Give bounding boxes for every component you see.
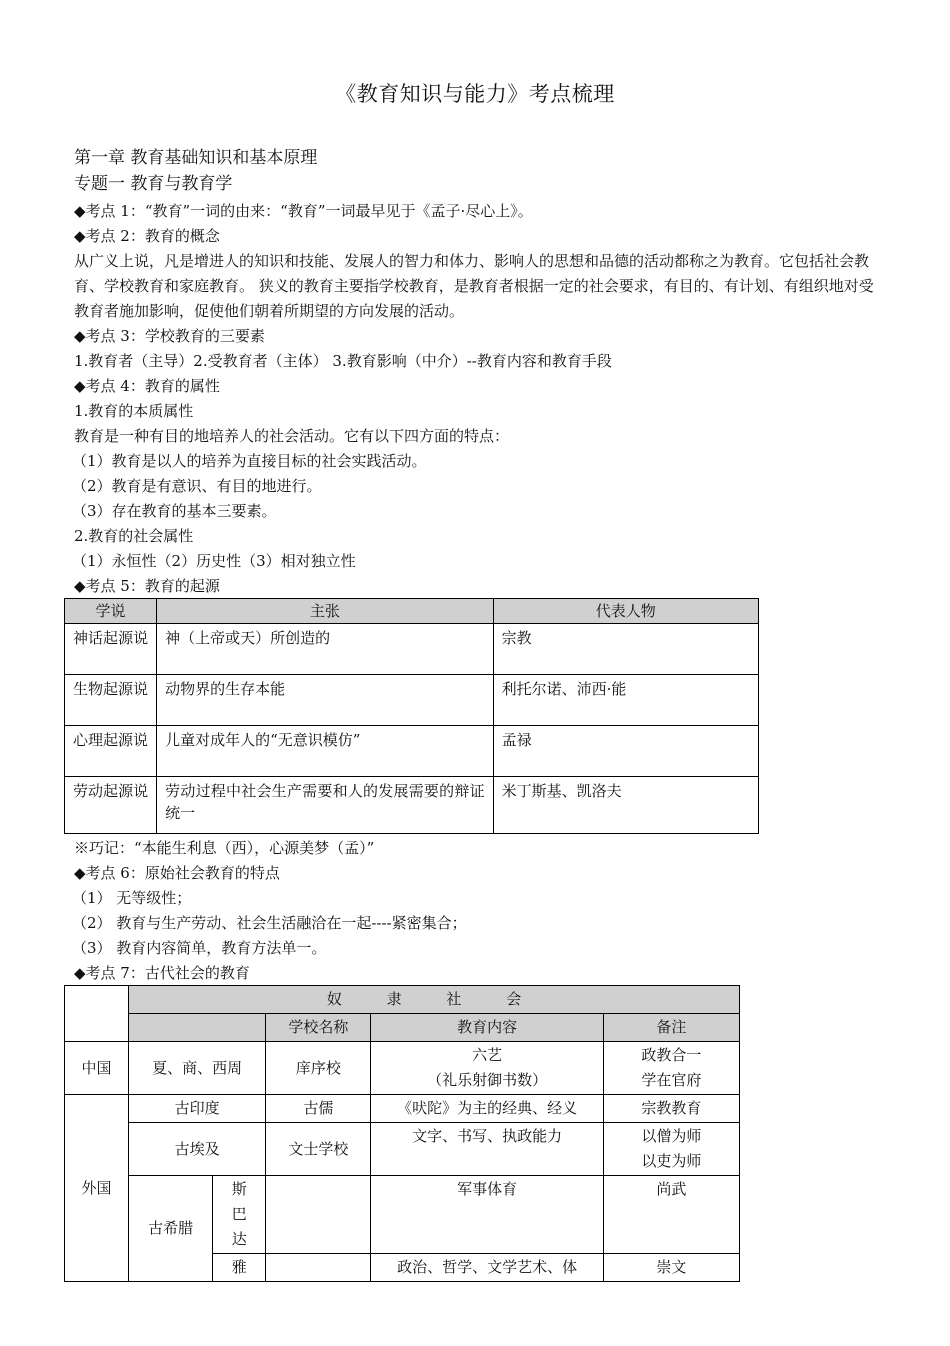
athens-note: 崇文 [603,1254,739,1282]
table-row-china [65,1042,740,1095]
athens-name: 雅 [213,1254,266,1282]
social-attribute: 2.教育的社会属性 [74,527,194,545]
topic-heading: 专题一 教育与教育学 [74,174,233,194]
china-school: 庠序校 [266,1042,371,1095]
table-row [65,675,759,726]
chapter-heading: 第一章 教育基础知识和基本原理 [74,148,318,168]
point-1: ◆考点 1：“教育”一词的由来：“教育”一词最早见于《孟子·尽心上》。 [74,202,533,220]
theory-cell: 劳动起源说 [65,777,157,834]
header-school: 学校名称 [266,1014,371,1042]
era-row [65,986,740,1014]
egypt-note-line: 以吏为师 [641,1152,702,1170]
table-row-sparta [65,1176,740,1254]
claim-cell: 儿童对成年人的“无意识模仿” [157,726,493,777]
point-2-heading: ◆考点 2：教育的概念 [74,227,220,245]
point-4-heading: ◆考点 4：教育的属性 [74,377,220,395]
mnemonic: ※巧记：“本能生利息（西），心源美梦（孟）” [74,839,375,857]
sparta-char: 斯 [231,1180,247,1198]
theory-cell: 心理起源说 [65,726,157,777]
theory-cell: 神话起源说 [65,624,157,675]
egypt-content: 文字、书写、执政能力 [371,1123,603,1176]
corner-cell [65,986,129,1042]
athens-school [266,1254,371,1282]
representative-cell: 利托尔诺、沛西·能 [493,675,758,726]
claim-cell: 神（上帝或天）所创造的 [157,624,493,675]
china-content-line: （礼乐射御书数） [427,1071,548,1089]
feature-1: （1）教育是以人的培养为直接目标的社会实践活动。 [72,452,427,470]
header-blank [129,1014,266,1042]
origin-table [64,598,759,834]
sparta-content: 军事体育 [371,1176,603,1254]
origin-table-header [65,599,759,624]
sparta-name [213,1176,266,1254]
china-label: 中国 [65,1042,129,1095]
sparta-char: 达 [231,1230,247,1248]
primitive-feature-2: （2） 教育与生产劳动、社会生活融洽在一起----紧密集合； [72,914,467,932]
china-note-line: 学在官府 [641,1071,702,1089]
foreign-label: 外国 [65,1095,129,1282]
essential-attribute-desc: 教育是一种有目的地培养人的社会活动。它有以下四方面的特点： [74,427,510,445]
sparta-school [266,1176,371,1254]
india-name: 古印度 [129,1095,266,1123]
greece-name: 古希腊 [129,1176,213,1282]
china-note-line: 政教合一 [641,1046,702,1064]
point-3-heading: ◆考点 3：学校教育的三要素 [74,327,265,345]
sparta-note: 尚武 [603,1176,739,1254]
ancient-education-table [64,985,740,1282]
representative-cell: 孟禄 [493,726,758,777]
feature-2: （2）教育是有意识、有目的地进行。 [72,477,322,495]
point-6-heading: ◆考点 6：原始社会教育的特点 [74,864,280,882]
era-label: 奴 隶 社 会 [129,986,740,1014]
china-content-line: 六艺 [472,1046,503,1064]
table-row [65,777,759,834]
point-5-heading: ◆考点 5：教育的起源 [74,577,220,595]
egypt-name: 古埃及 [129,1123,266,1176]
three-elements: 1.教育者（主导）2.受教育者（主体） 3.教育影响（中介）--教育内容和教育手段 [74,352,612,370]
essential-attribute: 1.教育的本质属性 [74,402,194,420]
china-period: 夏、商、西周 [129,1042,266,1095]
point-7-heading: ◆考点 7：古代社会的教育 [74,964,250,982]
header-claim: 主张 [157,599,493,624]
ancient-table-header [65,1014,740,1042]
table-row-egypt [65,1123,740,1176]
feature-3: （3）存在教育的基本三要素。 [72,502,277,520]
header-representative: 代表人物 [493,599,758,624]
table-row-india [65,1095,740,1123]
table-row [65,624,759,675]
table-row [65,726,759,777]
egypt-note-line: 以僧为师 [641,1127,702,1145]
header-content: 教育内容 [371,1014,603,1042]
social-attribute-list: （1）永恒性（2）历史性（3）相对独立性 [72,552,356,570]
sparta-char: 巴 [231,1205,247,1223]
india-school: 古儒 [266,1095,371,1123]
representative-cell: 米丁斯基、凯洛夫 [493,777,758,834]
india-note: 宗教教育 [603,1095,739,1123]
claim-cell: 动物界的生存本能 [157,675,493,726]
india-content: 《吠陀》为主的经典、经义 [371,1095,603,1123]
egypt-note [603,1123,739,1176]
egypt-school: 文士学校 [266,1123,371,1176]
header-theory: 学说 [65,599,157,624]
athens-content: 政治、哲学、文学艺术、体 [371,1254,603,1282]
representative-cell: 宗教 [493,624,758,675]
education-concept-paragraph: 从广义上说，凡是增进人的知识和技能、发展人的智力和体力、影响人的思想和品德的活动都称之为教育。它包括社会教育、学校教育和家庭教育。 狭义的教育主要指学校教育，是教育者根据一定的社会要求，有目的、有计划、有组织地对受教育者施加影响，促使他们朝着所期望的方向发展的活动。 [74,252,874,320]
china-note [603,1042,739,1095]
header-note: 备注 [603,1014,739,1042]
page-title: 《教育知识与能力》考点梳理 [335,82,615,106]
claim-cell: 劳动过程中社会生产需要和人的发展需要的辩证统一 [157,777,493,834]
primitive-feature-1: （1） 无等级性； [72,889,192,907]
theory-cell: 生物起源说 [65,675,157,726]
china-content [371,1042,603,1095]
primitive-feature-3: （3） 教育内容简单，教育方法单一。 [72,939,327,957]
